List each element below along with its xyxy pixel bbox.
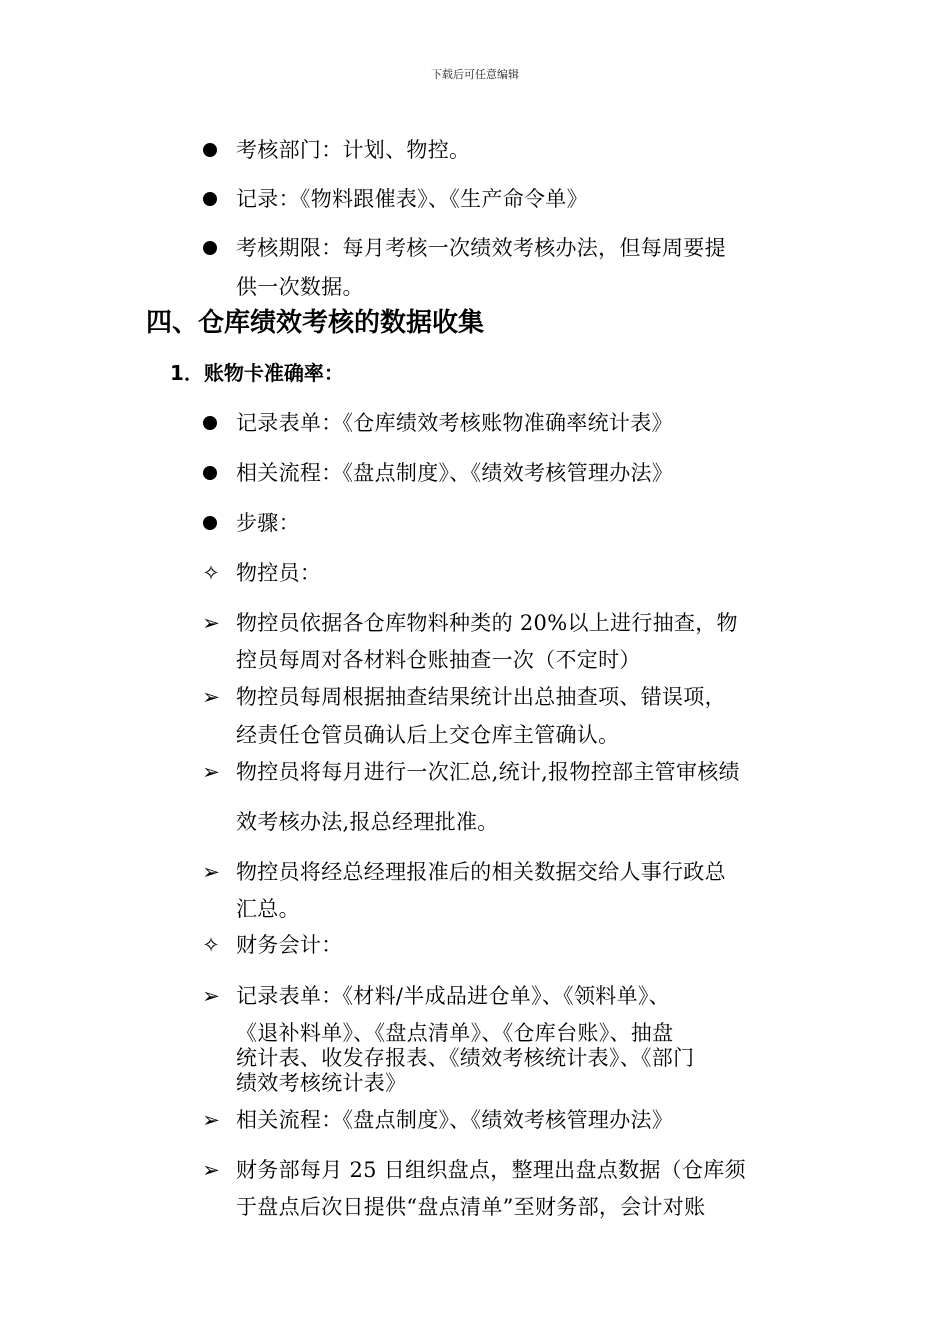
bullet-dot-icon — [203, 466, 217, 480]
list-item-continuation: 效考核办法,报总经理批准。 — [236, 810, 499, 834]
list-item-continuation: 供一次数据。 — [236, 275, 364, 299]
list-item: 财务会计： — [236, 933, 343, 957]
star-bullet-icon: ✧ — [202, 561, 220, 585]
section-heading: 四、仓库绩效考核的数据收集 — [146, 308, 485, 338]
list-item: 步骤： — [236, 511, 300, 535]
bullet-dot-icon — [203, 192, 217, 206]
bullet-dot-icon — [203, 143, 217, 157]
arrow-bullet-icon: ➢ — [202, 984, 220, 1008]
list-item: 物控员将经总经理报准后的相关数据交给人事行政总 — [236, 860, 726, 884]
list-item: 物控员： — [236, 561, 322, 585]
bullet-dot-icon — [203, 516, 217, 530]
bullet-dot-icon — [203, 241, 217, 255]
subsection-heading: 1．账物卡准确率： — [170, 361, 344, 385]
list-item-continuation: 《退补料单》、《盘点清单》、《仓库台账》、抽盘 — [236, 1021, 674, 1045]
list-item: 考核期限：每月考核一次绩效考核办法，但每周要提 — [236, 236, 726, 260]
list-item-continuation: 汇总。 — [236, 897, 300, 921]
list-item: 记录：《物料跟催表》、《生产命令单》 — [236, 187, 588, 211]
list-item: 物控员每周根据抽查结果统计出总抽查项、错误项， — [236, 685, 726, 709]
arrow-bullet-icon: ➢ — [202, 685, 220, 709]
arrow-bullet-icon: ➢ — [202, 760, 220, 784]
arrow-bullet-icon: ➢ — [202, 1158, 220, 1182]
list-item: 记录表单：《仓库绩效考核账物准确率统计表》 — [236, 411, 673, 435]
arrow-bullet-icon: ➢ — [202, 611, 220, 635]
arrow-bullet-icon: ➢ — [202, 860, 220, 884]
bullet-dot-icon — [203, 416, 217, 430]
list-item: 财务部每月 25 日组织盘点，整理出盘点数据（仓库须 — [236, 1158, 746, 1182]
star-bullet-icon: ✧ — [202, 933, 220, 957]
list-item: 记录表单：《材料/半成品进仓单》、《领料单》、 — [236, 984, 670, 1008]
page-header: 下载后可任意编辑 — [431, 68, 519, 81]
list-item: 考核部门：计划、物控。 — [236, 138, 471, 162]
arrow-bullet-icon: ➢ — [202, 1108, 220, 1132]
list-item: 相关流程：《盘点制度》、《绩效考核管理办法》 — [236, 1108, 674, 1132]
list-item: 物控员将每月进行一次汇总,统计,报物控部主管审核绩 — [236, 760, 740, 784]
list-item: 物控员依据各仓库物料种类的 20%以上进行抽查，物 — [236, 611, 738, 635]
list-item-continuation: 经责任仓管员确认后上交仓库主管确认。 — [236, 723, 620, 747]
list-item-continuation: 于盘点后次日提供“盘点清单”至财务部，会计对账 — [236, 1195, 706, 1219]
list-item-continuation: 控员每周对各材料仓账抽查一次（不定时） — [236, 648, 641, 672]
list-item-continuation: 统计表、收发存报表、《绩效考核统计表》、《部门 — [236, 1046, 695, 1070]
list-item-continuation: 绩效考核统计表》 — [236, 1071, 407, 1095]
list-item: 相关流程：《盘点制度》、《绩效考核管理办法》 — [236, 461, 674, 485]
